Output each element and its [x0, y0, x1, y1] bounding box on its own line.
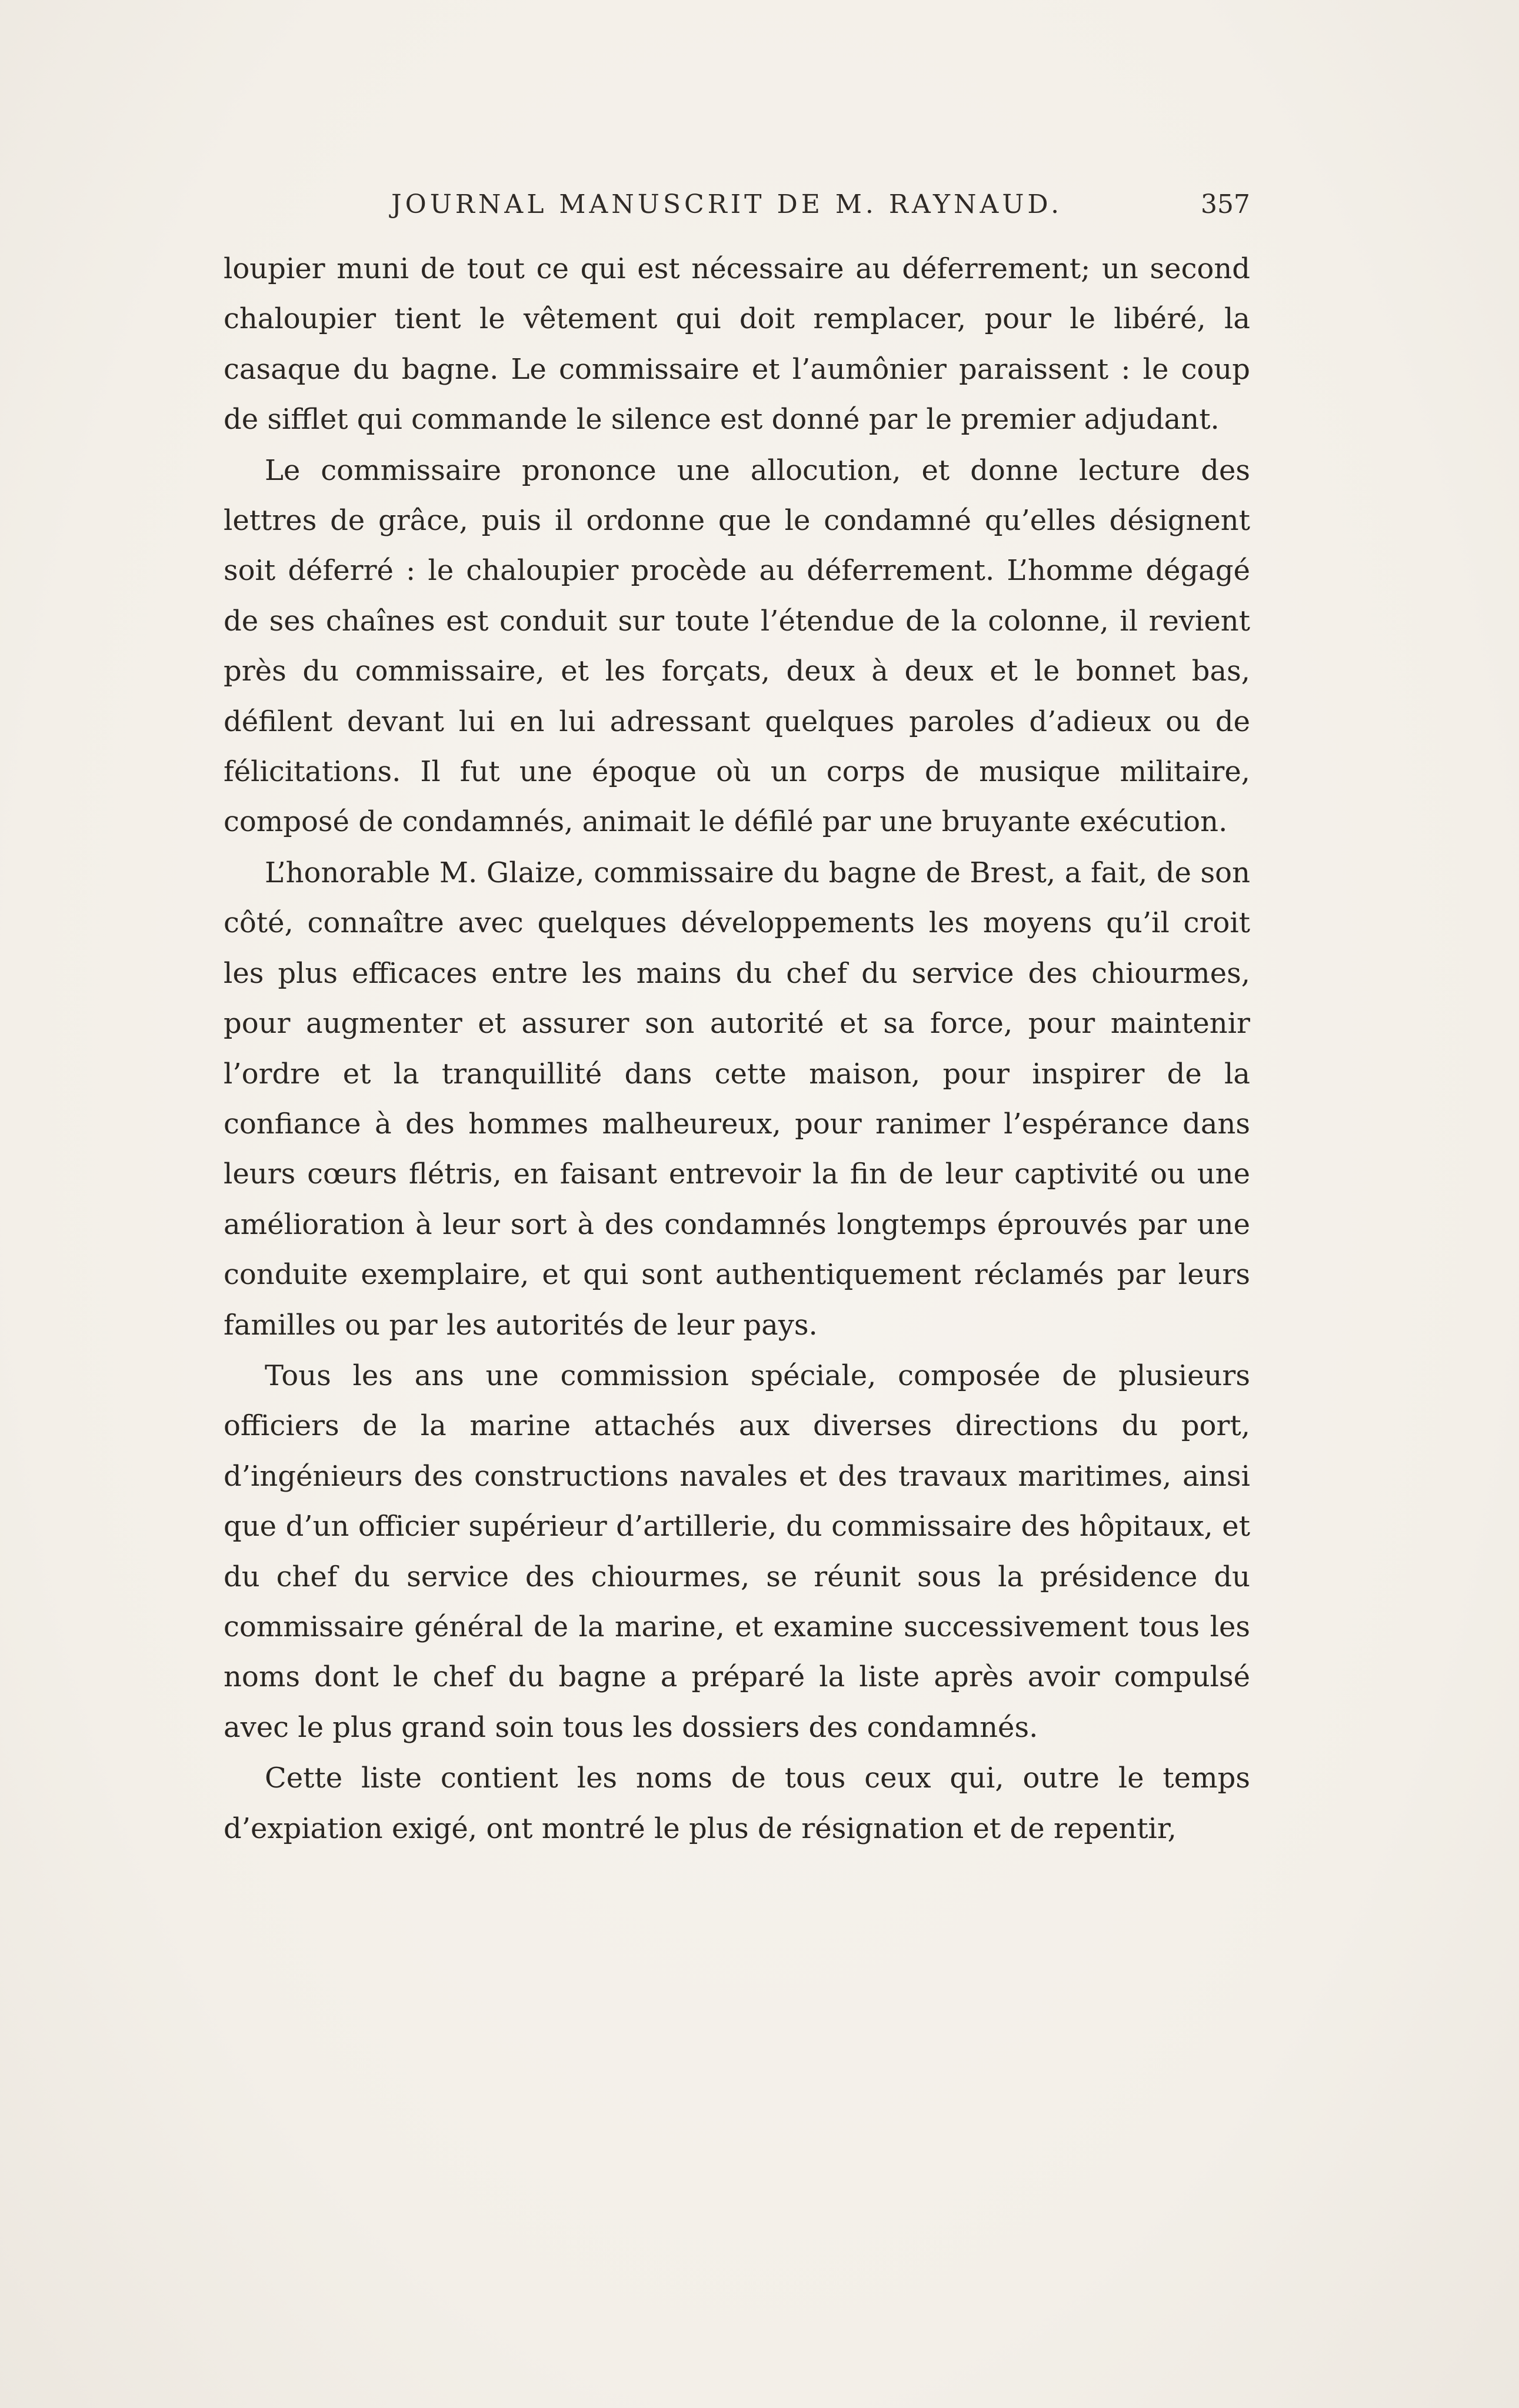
- page-number: 357: [1201, 189, 1250, 219]
- page-header: [224, 189, 1250, 225]
- paragraph: Tous les ans une commission spéciale, composée de plusieurs officiers de la marine attachés aux diverses directions du port, d’ingénieurs des constructions navales et des travaux maritimes, ainsi que d’un officier supérieur d’artillerie, du commissaire des hôpitaux, et du chef du service des chiourmes, se réunit sous la présidence du commissaire général de la marine, et examine successivement tous les noms dont le chef du bagne a préparé la liste après avoir compulsé avec le plus grand soin tous les dossiers des condamnés.: [224, 1359, 1250, 1744]
- running-title: JOURNAL MANUSCRIT DE M. RAYNAUD.: [391, 189, 1063, 219]
- paragraph: L’honorable M. Glaize, commissaire du bagne de Brest, a fait, de son côté, connaître avec quelques développements les moyens qu’il croit les plus efficaces entre les mains du chef du service des chiourmes, pour augmenter et assurer son autorité et sa force, pour maintenir l’ordre et la tranquillité dans cette maison, pour inspirer de la confiance à des hommes malheureux, pour ranimer l’espérance dans leurs cœurs flétris, en faisant entrevoir la fin de leur captivité ou une amélioration à leur sort à des condamnés longtemps éprouvés par une conduite exemplaire, et qui sont authentiquement réclamés par leurs familles ou par les autorités de leur pays.: [224, 856, 1250, 1342]
- paragraph: Le commissaire prononce une allocution, et donne lecture des lettres de grâce, puis il ordonne que le condamné qu’elles désignent soit déferré : le chaloupier procède au déferrement. L’homme dégagé de ses chaînes est conduit sur toute l’étendue de la colonne, il revient près du commissaire, et les forçats, deux à deux et le bonnet bas, défilent devant lui en lui adressant quelques paroles d’adieux ou de félicitations. Il fut une époque où un corps de musique militaire, composé de condamnés, animait le défilé par une bruyante exécution.: [224, 453, 1250, 839]
- body-text: [224, 244, 1250, 1854]
- paragraph: Cette liste contient les noms de tous ceux qui, outre le temps d’expiation exigé, ont montré le plus de résignation et de repentir,: [224, 1762, 1250, 1845]
- paragraph: loupier muni de tout ce qui est nécessaire au déferrement; un second chaloupier tient le vêtement qui doit remplacer, pour le libéré, la casaque du bagne. Le commissaire et l’aumônier paraissent : le coup de sifflet qui commande le silence est donné par le premier adjudant.: [224, 252, 1250, 436]
